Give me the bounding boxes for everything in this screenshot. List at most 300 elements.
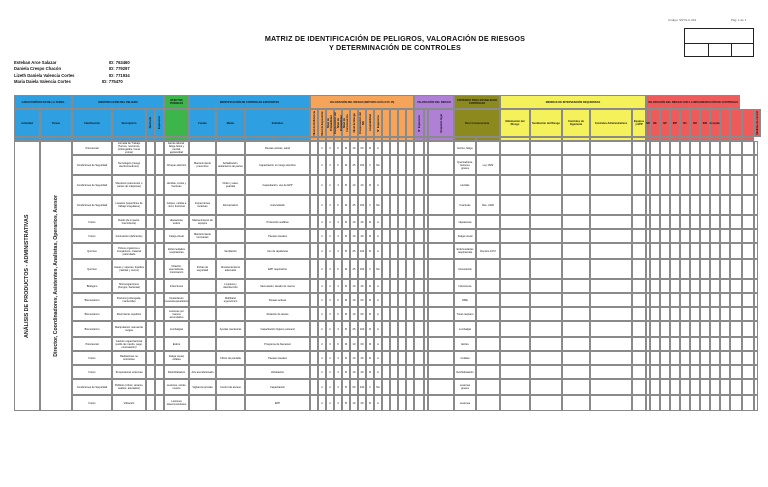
row-cell	[720, 395, 730, 411]
row-valuation-value: 10	[350, 229, 358, 243]
row-cell	[382, 215, 390, 229]
row-cell	[754, 229, 758, 243]
row-control-individual: Programa de bienestar	[245, 337, 310, 351]
row-cell	[720, 141, 730, 155]
row-cell	[680, 321, 690, 337]
row-cell	[710, 379, 720, 395]
row-cell	[310, 365, 318, 379]
row-cell	[500, 365, 530, 379]
row-valuation-value: III	[366, 175, 374, 195]
row-cell	[310, 279, 318, 293]
row-cell	[680, 195, 690, 215]
author-name: Esteban Arce Salazar	[14, 60, 57, 65]
row-valuation-value: 2	[318, 395, 326, 411]
row-cell	[680, 279, 690, 293]
row-cell	[700, 293, 710, 307]
row-cell	[720, 307, 730, 321]
row-cell	[428, 175, 454, 195]
row-classification: Condiciones de Seguridad	[72, 379, 112, 395]
sub-header-cell: Tareas	[40, 109, 72, 137]
row-valuation-value: 240	[358, 379, 366, 395]
row-cell	[590, 259, 632, 279]
row-cell	[730, 321, 742, 337]
group-header-valuation-2: VALORACIÓN DEL RIESGO	[414, 95, 454, 109]
row-control-source	[189, 337, 216, 351]
row-description: Movimiento repetitivo	[112, 307, 146, 321]
row-valuation-value: A	[374, 337, 382, 351]
row-cell	[146, 195, 155, 215]
row-cell	[720, 379, 730, 395]
row-legal-requirement	[476, 365, 500, 379]
row-worst-consequence: Quemaduras, lesiones graves	[454, 155, 476, 175]
row-cell	[590, 365, 632, 379]
title-line-2: Y DETERMINACIÓN DE CONTROLES	[328, 43, 462, 52]
row-control-individual: Pausas activas, salud	[245, 141, 310, 155]
row-description: Temperaturas extremas	[112, 365, 146, 379]
row-valuation-value: 40	[358, 279, 366, 293]
page-title	[240, 34, 550, 52]
row-cell	[382, 365, 390, 379]
row-valuation-value: 2	[318, 243, 326, 259]
row-cell	[414, 215, 424, 229]
row-valuation-value: 40	[358, 215, 366, 229]
row-valuation-value: 10	[350, 395, 358, 411]
row-cell	[632, 337, 646, 351]
row-valuation-value: M	[342, 337, 350, 351]
row-cell	[414, 379, 424, 395]
row-valuation-value: 2	[326, 365, 334, 379]
row-classification: Biológico	[72, 279, 112, 293]
row-cell	[650, 365, 660, 379]
row-cell	[730, 395, 742, 411]
row-cell	[530, 195, 562, 215]
row-effect: Lumbalgias	[164, 321, 189, 337]
row-description: Mecánico (elementos o partes de máquinas)	[112, 175, 146, 195]
row-cell	[690, 321, 700, 337]
valuation-header-cell	[374, 109, 382, 137]
row-legal-requirement	[476, 395, 500, 411]
row-cell	[382, 395, 390, 411]
residual-header-cell	[720, 109, 730, 137]
valuation-header-cell-text: Nivel de Consecuencia	[343, 114, 349, 132]
row-cell	[690, 293, 700, 307]
row-valuation-value: 25	[350, 243, 358, 259]
row-valuation-value: III	[366, 243, 374, 259]
row-description: Ruido (de impacto, intermitente)	[112, 215, 146, 229]
row-cell	[730, 279, 742, 293]
row-valuation-value: 2	[318, 175, 326, 195]
row-worst-consequence: Fracturas	[454, 195, 476, 215]
row-classification: Biomecánico	[72, 307, 112, 321]
row-cell	[406, 395, 414, 411]
row-valuation-value: 2	[326, 243, 334, 259]
row-cell	[680, 379, 690, 395]
row-cell	[390, 365, 398, 379]
row-cell	[155, 195, 164, 215]
row-cell	[390, 141, 398, 155]
row-cell	[680, 259, 690, 279]
row-cell	[414, 337, 424, 351]
row-cell	[632, 229, 646, 243]
row-cell	[690, 259, 700, 279]
row-cell	[754, 307, 758, 321]
row-cell	[590, 351, 632, 365]
row-cell	[406, 379, 414, 395]
row-cell	[428, 229, 454, 243]
row-cell	[730, 379, 742, 395]
row-cell	[155, 351, 164, 365]
row-cell	[670, 321, 680, 337]
row-cell	[754, 175, 758, 195]
row-cell	[155, 279, 164, 293]
sub-header-cell: Medio	[216, 109, 245, 137]
row-cell	[500, 259, 530, 279]
row-classification: Condiciones de Seguridad	[72, 155, 112, 175]
row-valuation-value: M	[342, 293, 350, 307]
row-valuation-value: 3	[326, 293, 334, 307]
row-cell	[500, 321, 530, 337]
row-cell	[730, 337, 742, 351]
row-cell	[382, 155, 390, 175]
row-cell	[428, 307, 454, 321]
row-legal-requirement	[476, 321, 500, 337]
row-control-individual: Capacitación	[245, 379, 310, 395]
row-cell	[562, 293, 590, 307]
row-valuation-value: II	[366, 195, 374, 215]
group-header-criteria: CRITERIOS PARA ESTABLECER CONTROLES	[454, 95, 500, 109]
row-valuation-value: NA	[374, 155, 382, 175]
row-cell	[155, 175, 164, 195]
row-cell	[590, 293, 632, 307]
row-cell	[700, 395, 710, 411]
row-legal-requirement	[476, 337, 500, 351]
row-classification: Biomecánico	[72, 293, 112, 307]
row-valuation-value: 2	[326, 395, 334, 411]
row-cell	[414, 195, 424, 215]
row-cell	[690, 243, 700, 259]
residual-header-cell: NR	[690, 109, 700, 137]
row-cell	[155, 337, 164, 351]
row-valuation-value: II	[366, 155, 374, 175]
row-cell	[562, 307, 590, 321]
row-cell	[398, 155, 406, 175]
row-cell	[660, 215, 670, 229]
row-cell	[530, 293, 562, 307]
row-cell	[680, 293, 690, 307]
row-cell	[700, 215, 710, 229]
valuation-header-cell-text: N° Expuestos	[376, 114, 380, 132]
document-code: Código: SSTG-F-019	[668, 18, 697, 22]
row-valuation-value: A	[374, 243, 382, 259]
row-cell	[754, 155, 758, 175]
row-cell	[754, 293, 758, 307]
row-valuation-value: NA	[374, 195, 382, 215]
row-effect: Golpes, caídas a nivel, fracturas	[164, 195, 189, 215]
row-cell	[146, 365, 155, 379]
approval-box	[684, 28, 754, 57]
row-worst-consequence: Deshidratación	[454, 365, 476, 379]
row-cell	[406, 293, 414, 307]
row-cell	[428, 351, 454, 365]
row-valuation-value: 2	[318, 365, 326, 379]
row-cell	[146, 379, 155, 395]
row-cell	[414, 155, 424, 175]
row-cell	[742, 321, 754, 337]
row-cell	[660, 259, 670, 279]
row-cell	[155, 215, 164, 229]
row-legal-requirement: Ley 1562	[476, 155, 500, 175]
author-row	[14, 79, 130, 85]
row-cell	[155, 229, 164, 243]
row-cell	[562, 379, 590, 395]
row-cell	[382, 321, 390, 337]
row-valuation-value: 60	[358, 307, 366, 321]
row-valuation-value: II	[366, 259, 374, 279]
row-cell	[562, 395, 590, 411]
row-valuation-value: 3	[326, 259, 334, 279]
sub-header-cell-text: Rutinaria	[149, 117, 152, 129]
row-control-source	[189, 141, 216, 155]
row-cell	[660, 155, 670, 175]
row-effect: Estrés laboral, fatiga física y mental, agresividad	[164, 141, 189, 155]
row-cell	[742, 155, 754, 175]
measures-header-cell: Eliminación del Riesgo	[500, 109, 530, 137]
row-cell	[632, 395, 646, 411]
row-cell	[710, 351, 720, 365]
row-description: Polvos orgánicos e inorgánicos, material particulado	[112, 243, 146, 259]
row-cell	[406, 195, 414, 215]
row-cell	[754, 243, 758, 259]
row-valuation-value: 4	[334, 351, 342, 365]
row-legal-requirement: Decreto 1072	[476, 243, 500, 259]
row-valuation-value: B	[342, 279, 350, 293]
row-control-individual: Hidratación	[245, 365, 310, 379]
sub-header-cell	[155, 109, 164, 137]
row-valuation-value: 2	[318, 259, 326, 279]
valuation-header-cell	[334, 109, 342, 137]
approval-box-divider	[731, 43, 732, 56]
row-cell	[700, 307, 710, 321]
row-cell	[146, 215, 155, 229]
row-cell	[530, 215, 562, 229]
row-cell	[398, 293, 406, 307]
approval-box-divider	[708, 43, 709, 56]
row-cell	[390, 259, 398, 279]
row-cell	[680, 141, 690, 155]
valuation-header-cell	[382, 109, 390, 137]
row-cell	[530, 243, 562, 259]
row-valuation-value: 10	[350, 175, 358, 195]
valuation-header-cell-text: Interpretación del Nivel de Probabilidad	[333, 112, 343, 134]
row-valuation-value: A	[374, 395, 382, 411]
row-cell	[155, 307, 164, 321]
sub-header-cell: Individuo	[245, 109, 310, 137]
row-cell	[530, 351, 562, 365]
row-cell	[390, 321, 398, 337]
row-worst-consequence: Túnel carpiano	[454, 307, 476, 321]
row-valuation-value: A	[374, 351, 382, 365]
row-cell	[406, 365, 414, 379]
row-worst-consequence: Cefalea	[454, 351, 476, 365]
row-valuation-value: III	[366, 365, 374, 379]
row-cell	[428, 293, 454, 307]
row-cell	[500, 379, 530, 395]
row-valuation-value: 3	[326, 155, 334, 175]
valuation-header-cell	[350, 109, 358, 137]
row-effect: Estrés	[164, 337, 189, 351]
row-control-medium	[216, 307, 245, 321]
row-control-medium: Limpieza y desinfección	[216, 279, 245, 293]
row-cell	[562, 229, 590, 243]
row-valuation-value: 10	[350, 141, 358, 155]
row-cell	[690, 351, 700, 365]
row-classification: Físico	[72, 351, 112, 365]
row-legal-requirement	[476, 351, 500, 365]
row-valuation-value: II	[366, 379, 374, 395]
row-cell	[146, 307, 155, 321]
row-cell	[390, 155, 398, 175]
row-cell	[730, 195, 742, 215]
group-header-controls: IDENTIFICACIÓN DE CONTROLES EXISTENTES	[189, 95, 310, 109]
row-control-individual: Vacunación, lavado de manos	[245, 279, 310, 293]
row-valuation-value: 2	[326, 215, 334, 229]
row-valuation-value: 2	[326, 379, 334, 395]
row-cell	[562, 243, 590, 259]
row-cell	[530, 279, 562, 293]
row-cell	[310, 293, 318, 307]
row-valuation-value: 3	[326, 337, 334, 351]
row-cell	[754, 365, 758, 379]
row-cell	[562, 175, 590, 195]
row-cell	[742, 215, 754, 229]
row-cell	[500, 307, 530, 321]
row-cell	[730, 243, 742, 259]
row-cell	[670, 307, 680, 321]
row-cell	[406, 259, 414, 279]
measures-header-cell: Sustitución del Riesgo	[530, 109, 562, 137]
row-classification: Químico	[72, 259, 112, 279]
row-cell	[632, 141, 646, 155]
row-cell	[742, 351, 754, 365]
row-cell	[398, 259, 406, 279]
valuation-header-cell-text: Interpretación del NR	[359, 112, 365, 134]
row-valuation-value: 25	[350, 195, 358, 215]
row-cell	[562, 215, 590, 229]
row-cell	[730, 293, 742, 307]
row-effect: Deshidratación	[164, 365, 189, 379]
row-effect: Desórdenes musculoesqueléticos	[164, 293, 189, 307]
row-cell	[390, 293, 398, 307]
sub-header-cell	[146, 109, 155, 137]
row-description: Microorganismos (hongos, bacterias)	[112, 279, 146, 293]
row-cell	[650, 155, 660, 175]
row-cell	[406, 307, 414, 321]
row-control-medium: Filtros de pantalla	[216, 351, 245, 365]
criteria-header-cell-text: N° Expuestos	[417, 114, 421, 132]
row-cell	[428, 365, 454, 379]
row-cell	[414, 307, 424, 321]
row-worst-consequence: Estrés	[454, 337, 476, 351]
author-id: ID: 763460	[109, 60, 130, 65]
row-cell	[632, 195, 646, 215]
row-cell	[390, 279, 398, 293]
row-description: Postura (prolongada, mantenida)	[112, 293, 146, 307]
row-control-individual: Pausas visuales	[245, 229, 310, 243]
row-cell	[146, 321, 155, 337]
row-cell	[382, 195, 390, 215]
row-cell	[730, 229, 742, 243]
row-cell	[406, 351, 414, 365]
row-cell	[754, 279, 758, 293]
row-cell	[414, 229, 424, 243]
row-legal-requirement	[476, 215, 500, 229]
row-cell	[146, 141, 155, 155]
row-cell	[670, 141, 680, 155]
row-cell	[754, 379, 758, 395]
row-cell	[660, 293, 670, 307]
row-control-medium: Orden y aseo, guardas	[216, 175, 245, 195]
row-cell	[660, 307, 670, 321]
row-cell	[310, 351, 318, 365]
row-cell	[670, 395, 680, 411]
row-valuation-value: 6	[334, 195, 342, 215]
row-cell	[700, 351, 710, 365]
row-valuation-value: A	[374, 175, 382, 195]
row-cell	[398, 337, 406, 351]
row-cell	[414, 279, 424, 293]
row-cell	[414, 365, 424, 379]
row-cell	[700, 259, 710, 279]
row-cell	[690, 229, 700, 243]
row-cell	[720, 243, 730, 259]
row-cell	[382, 293, 390, 307]
row-cell	[720, 351, 730, 365]
criteria-header-cell: Peor Consecuencia	[454, 109, 500, 137]
measures-header-cell: Equipos y EPP	[632, 109, 646, 137]
row-cell	[660, 175, 670, 195]
row-cell	[530, 229, 562, 243]
row-valuation-value: 6	[334, 293, 342, 307]
row-cell	[650, 293, 660, 307]
sub-header-cell-text: Expuestos	[158, 116, 161, 130]
row-control-source	[189, 351, 216, 365]
risk-matrix-table	[14, 95, 759, 487]
row-cell	[690, 215, 700, 229]
row-cell	[670, 243, 680, 259]
row-effect: Lesiones por trauma acumulativo	[164, 307, 189, 321]
row-cell	[650, 175, 660, 195]
row-valuation-value: 100	[358, 243, 366, 259]
row-worst-consequence: Estrés, fatiga	[454, 141, 476, 155]
row-valuation-value: 2	[318, 155, 326, 175]
row-cell	[700, 229, 710, 243]
row-cell	[155, 365, 164, 379]
row-cell	[414, 259, 424, 279]
row-cell	[720, 155, 730, 175]
row-worst-consequence: Hipoacusia	[454, 215, 476, 229]
row-cell	[428, 215, 454, 229]
row-cell	[720, 195, 730, 215]
row-cell	[742, 141, 754, 155]
row-cell	[406, 155, 414, 175]
row-cell	[590, 279, 632, 293]
row-valuation-value: III	[366, 215, 374, 229]
row-cell	[398, 351, 406, 365]
row-cell	[690, 379, 700, 395]
row-cell	[670, 155, 680, 175]
row-cell	[632, 321, 646, 337]
author-id: ID: 779297	[109, 66, 130, 72]
